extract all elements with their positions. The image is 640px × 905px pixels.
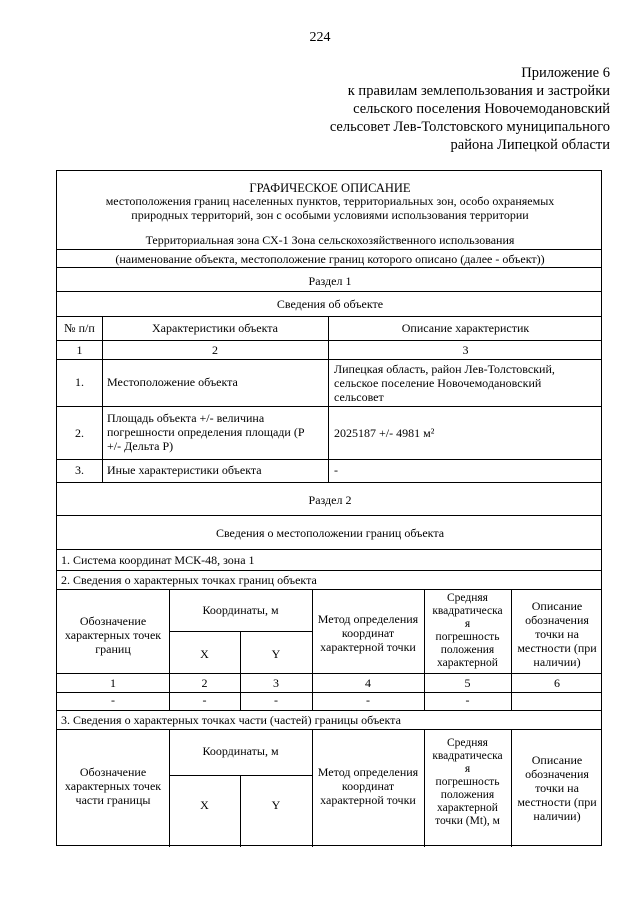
col-header-location: местности (при xyxy=(517,641,597,655)
col-number: 6 xyxy=(554,676,560,690)
col-header-x: X xyxy=(200,647,209,661)
col-header-designation: характерных точек xyxy=(64,779,162,793)
points-heading: 2. Сведения о характерных точках границ объекта xyxy=(61,573,317,587)
col-header-error: характерной xyxy=(437,657,498,669)
page-number: 224 xyxy=(309,30,331,45)
col-header-location: местности (при xyxy=(517,795,597,809)
row-number: 1. xyxy=(75,375,84,389)
row-characteristic: +/- Дельта Р) xyxy=(107,439,174,453)
doc-subtitle: природных территорий, зон с особыми условиями использования территории xyxy=(131,208,529,222)
col-header-location: Описание xyxy=(531,599,583,613)
part-points-heading: 3. Сведения о характерных точках части (частей) границы объекта xyxy=(61,713,401,727)
col-header-location: обозначения xyxy=(525,767,589,781)
col-header-method: координат xyxy=(341,779,395,793)
col-number: 3 xyxy=(273,676,279,690)
col-header-y: Y xyxy=(271,647,281,661)
col-header-method: координат xyxy=(341,626,395,640)
col-header-error: квадратическа xyxy=(432,605,503,617)
col-header-designation: границ xyxy=(95,642,131,656)
col-header-error: Средняя xyxy=(447,737,488,749)
row-number: 2. xyxy=(75,426,84,440)
col-number: 2 xyxy=(212,343,218,357)
col-header-error: погрешность xyxy=(435,631,500,643)
col-header-y: Y xyxy=(271,798,281,812)
col-header-error: положения xyxy=(440,644,495,656)
appendix-line: Приложение 6 xyxy=(521,65,610,81)
appendix-heading xyxy=(280,64,610,154)
object-area: 2025187 +/- 4981 м² xyxy=(334,426,435,440)
col-header-description: Описание характеристик xyxy=(401,321,530,335)
graphic-description-table xyxy=(56,170,602,846)
col-header-location: обозначения xyxy=(525,613,589,627)
row-characteristic: Иные характеристики объекта xyxy=(107,463,262,477)
col-header-designation: характерных точек xyxy=(64,628,162,642)
section1-title: Раздел 1 xyxy=(308,274,352,288)
col-header-error: характерной xyxy=(437,802,498,814)
col-header-location: точки на xyxy=(535,627,579,641)
appendix-line: района Липецкой области xyxy=(450,137,610,153)
col-header-error: квадратическа xyxy=(432,750,503,762)
section1-subtitle: Сведения об объекте xyxy=(276,297,384,311)
col-number: 4 xyxy=(365,676,371,690)
col-header-error: положения xyxy=(440,789,495,801)
col-header-location: Описание xyxy=(531,753,583,767)
appendix-line: сельсовет Лев-Толстовского муниципального xyxy=(329,119,610,135)
col-header-error: точки (Mt), м xyxy=(435,815,500,827)
col-header-method: характерной точки xyxy=(320,640,416,654)
table-cell: - xyxy=(274,693,278,707)
col-number: 1 xyxy=(110,676,116,690)
col-header-error: погрешность xyxy=(435,776,500,788)
coordinate-system: 1. Система координат МСК-48, зона 1 xyxy=(61,553,255,567)
doc-title: ГРАФИЧЕСКОЕ ОПИСАНИЕ xyxy=(249,181,411,195)
table-cell: - xyxy=(202,693,207,707)
row-description: Липецкая область, район Лев-Толстовский, xyxy=(334,362,555,376)
col-header-method: Метод определения xyxy=(317,765,419,779)
section2-subtitle: Сведения о местоположении границ объекта xyxy=(215,526,445,540)
col-header-error: я xyxy=(464,618,471,630)
zone-name: Территориальная зона СХ-1 Зона сельскохозяйственного использования xyxy=(145,233,515,247)
col-number: 3 xyxy=(462,343,469,357)
col-header-designation: Обозначение xyxy=(79,614,147,628)
col-header-no: № п/п xyxy=(64,321,95,335)
zone-note: (наименование объекта, местоположение границ которого описано (далее - объект)) xyxy=(115,252,545,266)
col-header-coordinates: Координаты, м xyxy=(202,603,279,617)
col-number: 5 xyxy=(464,676,471,690)
table-cell: - xyxy=(366,693,370,707)
col-header-designation: части границы xyxy=(75,793,151,807)
row-description: сельское поселение Новочемодановский xyxy=(334,376,542,390)
appendix-line: к правилам землепользования и застройки xyxy=(347,83,610,99)
col-header-location: наличии) xyxy=(533,809,581,823)
col-header-characteristics: Характеристики объекта xyxy=(152,321,278,335)
table-cell: - xyxy=(465,693,470,707)
doc-subtitle: местоположения границ населенных пунктов, территориальных зон, особо охраняемых xyxy=(105,194,555,208)
row-number: 3. xyxy=(75,463,84,477)
col-header-error: я xyxy=(464,763,471,775)
col-header-location: наличии) xyxy=(533,655,581,669)
section2-title: Раздел 2 xyxy=(308,493,352,507)
col-number: 1 xyxy=(76,343,83,357)
appendix-line: сельского поселения Новочемодановский xyxy=(353,101,610,117)
row-characteristic: Местоположение объекта xyxy=(107,375,238,389)
col-header-error: Средняя xyxy=(447,592,488,604)
row-characteristic: Площадь объекта +/- величина xyxy=(107,411,265,425)
row-description: сельсовет xyxy=(334,390,384,404)
row-characteristic: погрешности определения площади (Р xyxy=(107,425,305,439)
row-description: - xyxy=(334,463,338,477)
col-header-method: Метод определения xyxy=(317,612,419,626)
table-cell: - xyxy=(111,693,115,707)
col-header-coordinates: Координаты, м xyxy=(202,744,279,758)
col-header-designation: Обозначение xyxy=(79,765,147,779)
col-header-location: точки на xyxy=(535,781,579,795)
col-header-x: X xyxy=(200,798,209,812)
col-header-method: характерной точки xyxy=(320,793,416,807)
col-number: 2 xyxy=(201,676,208,690)
